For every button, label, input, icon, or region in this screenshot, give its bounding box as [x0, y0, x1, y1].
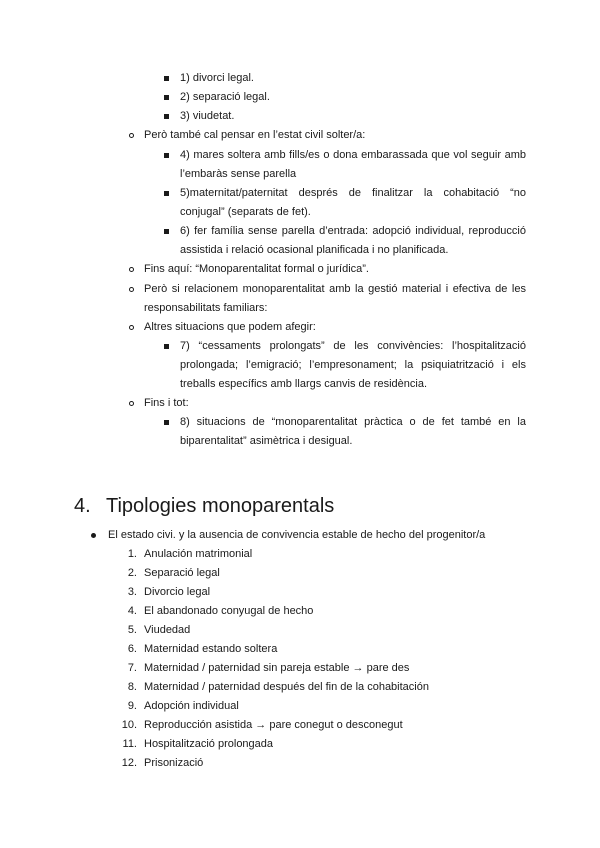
list-item: 1) divorci legal.: [180, 72, 254, 84]
list-item: 6) fer família sense parella d’entrada: adopció individual, reproducció: [180, 225, 526, 237]
list-item: Fins i tot:: [144, 397, 189, 409]
list-item: Però si relacionem monoparentalitat amb la gestió material i efectiva de les: [144, 283, 526, 295]
square-bullet-icon: [164, 153, 169, 158]
list-item: Altres situacions que podem afegir:: [144, 321, 316, 333]
list-item: 2) separació legal.: [180, 91, 270, 103]
numbered-list-item: Prisonizació: [144, 757, 204, 769]
square-bullet-icon: [164, 229, 169, 234]
list-number: 12.: [121, 757, 137, 769]
section-title: Tipologies monoparentals: [106, 495, 335, 517]
list-number: 1.: [127, 548, 137, 560]
circle-bullet-icon: [129, 401, 134, 406]
numbered-list-item: Divorcio legal: [144, 586, 211, 598]
numbered-list-item: Anulación matrimonial: [144, 548, 253, 560]
list-item-continuation: biparentalitat” asimètrica i desigual.: [180, 435, 353, 447]
list-item: 8) situacions de “monoparentalitat pràctica o de fet també en la: [180, 416, 526, 428]
list-number: 6.: [127, 643, 137, 655]
list-item-continuation: l’embaràs sense parella: [180, 168, 297, 180]
list-item-continuation: treballs específics amb llargs canvis de residència.: [180, 378, 428, 390]
circle-bullet-icon: [129, 287, 134, 292]
list-item: 5)maternitat/paternitat després de finalitzar la cohabitació “no: [180, 187, 526, 199]
numbered-list-item: El abandonado conyugal de hecho: [144, 605, 314, 617]
bullet-dot-icon: [91, 533, 96, 538]
square-bullet-icon: [164, 344, 169, 349]
square-bullet-icon: [164, 114, 169, 119]
numbered-list-item: Maternidad estando soltera: [144, 643, 278, 655]
list-number: 2.: [127, 567, 137, 579]
list-item-continuation: assistida i relació ocasional planificada i no planificada.: [180, 244, 449, 256]
list-item: Fins aquí: “Monoparentalitat formal o jurídica”.: [144, 263, 369, 275]
numbered-list-item: Viudedad: [144, 624, 191, 636]
numbered-list-item: Maternidad / paternidad después del fin de la cohabitación: [144, 681, 429, 693]
numbered-list-item: Hospitalització prolongada: [144, 738, 274, 750]
list-item-continuation: responsabilitats familiars:: [144, 302, 268, 314]
square-bullet-icon: [164, 95, 169, 100]
list-item: 7) “cessaments prolongats” de les convivències: l’hospitalització: [180, 340, 526, 352]
section-number: 4.: [74, 495, 91, 517]
square-bullet-icon: [164, 76, 169, 81]
numbered-list-item: Adopción individual: [144, 700, 239, 712]
list-number: 4.: [127, 605, 137, 617]
list-item-continuation: conjugal” (separats de fet).: [180, 206, 311, 218]
list-item: 3) viudetat.: [180, 110, 235, 122]
circle-bullet-icon: [129, 267, 134, 272]
list-number: 8.: [127, 681, 137, 693]
list-number: 11.: [122, 738, 137, 750]
numbered-list-item: Reproducción asistida → pare conegut o desconegut: [144, 719, 403, 731]
list-number: 7.: [127, 662, 137, 674]
list-number: 10.: [121, 719, 137, 731]
list-number: 3.: [127, 586, 137, 598]
square-bullet-icon: [164, 420, 169, 425]
numbered-list-item: Maternidad / paternidad sin pareja estable → pare des: [144, 662, 410, 674]
list-item: 4) mares soltera amb fills/es o dona embarassada que vol seguir amb: [180, 149, 526, 161]
section-bullet-text: El estado civi. y la ausencia de convivencia estable de hecho del progenitor/a: [108, 529, 486, 541]
circle-bullet-icon: [129, 133, 134, 138]
circle-bullet-icon: [129, 325, 134, 330]
list-number: 9.: [127, 700, 137, 712]
numbered-list-item: Separació legal: [144, 567, 220, 579]
list-number: 5.: [127, 624, 137, 636]
list-item-continuation: prolongada; l’emigració; l’empresonament; la psiquiatrització i els: [180, 359, 526, 371]
list-item: Però també cal pensar en l’estat civil solter/a:: [144, 129, 366, 141]
square-bullet-icon: [164, 191, 169, 196]
